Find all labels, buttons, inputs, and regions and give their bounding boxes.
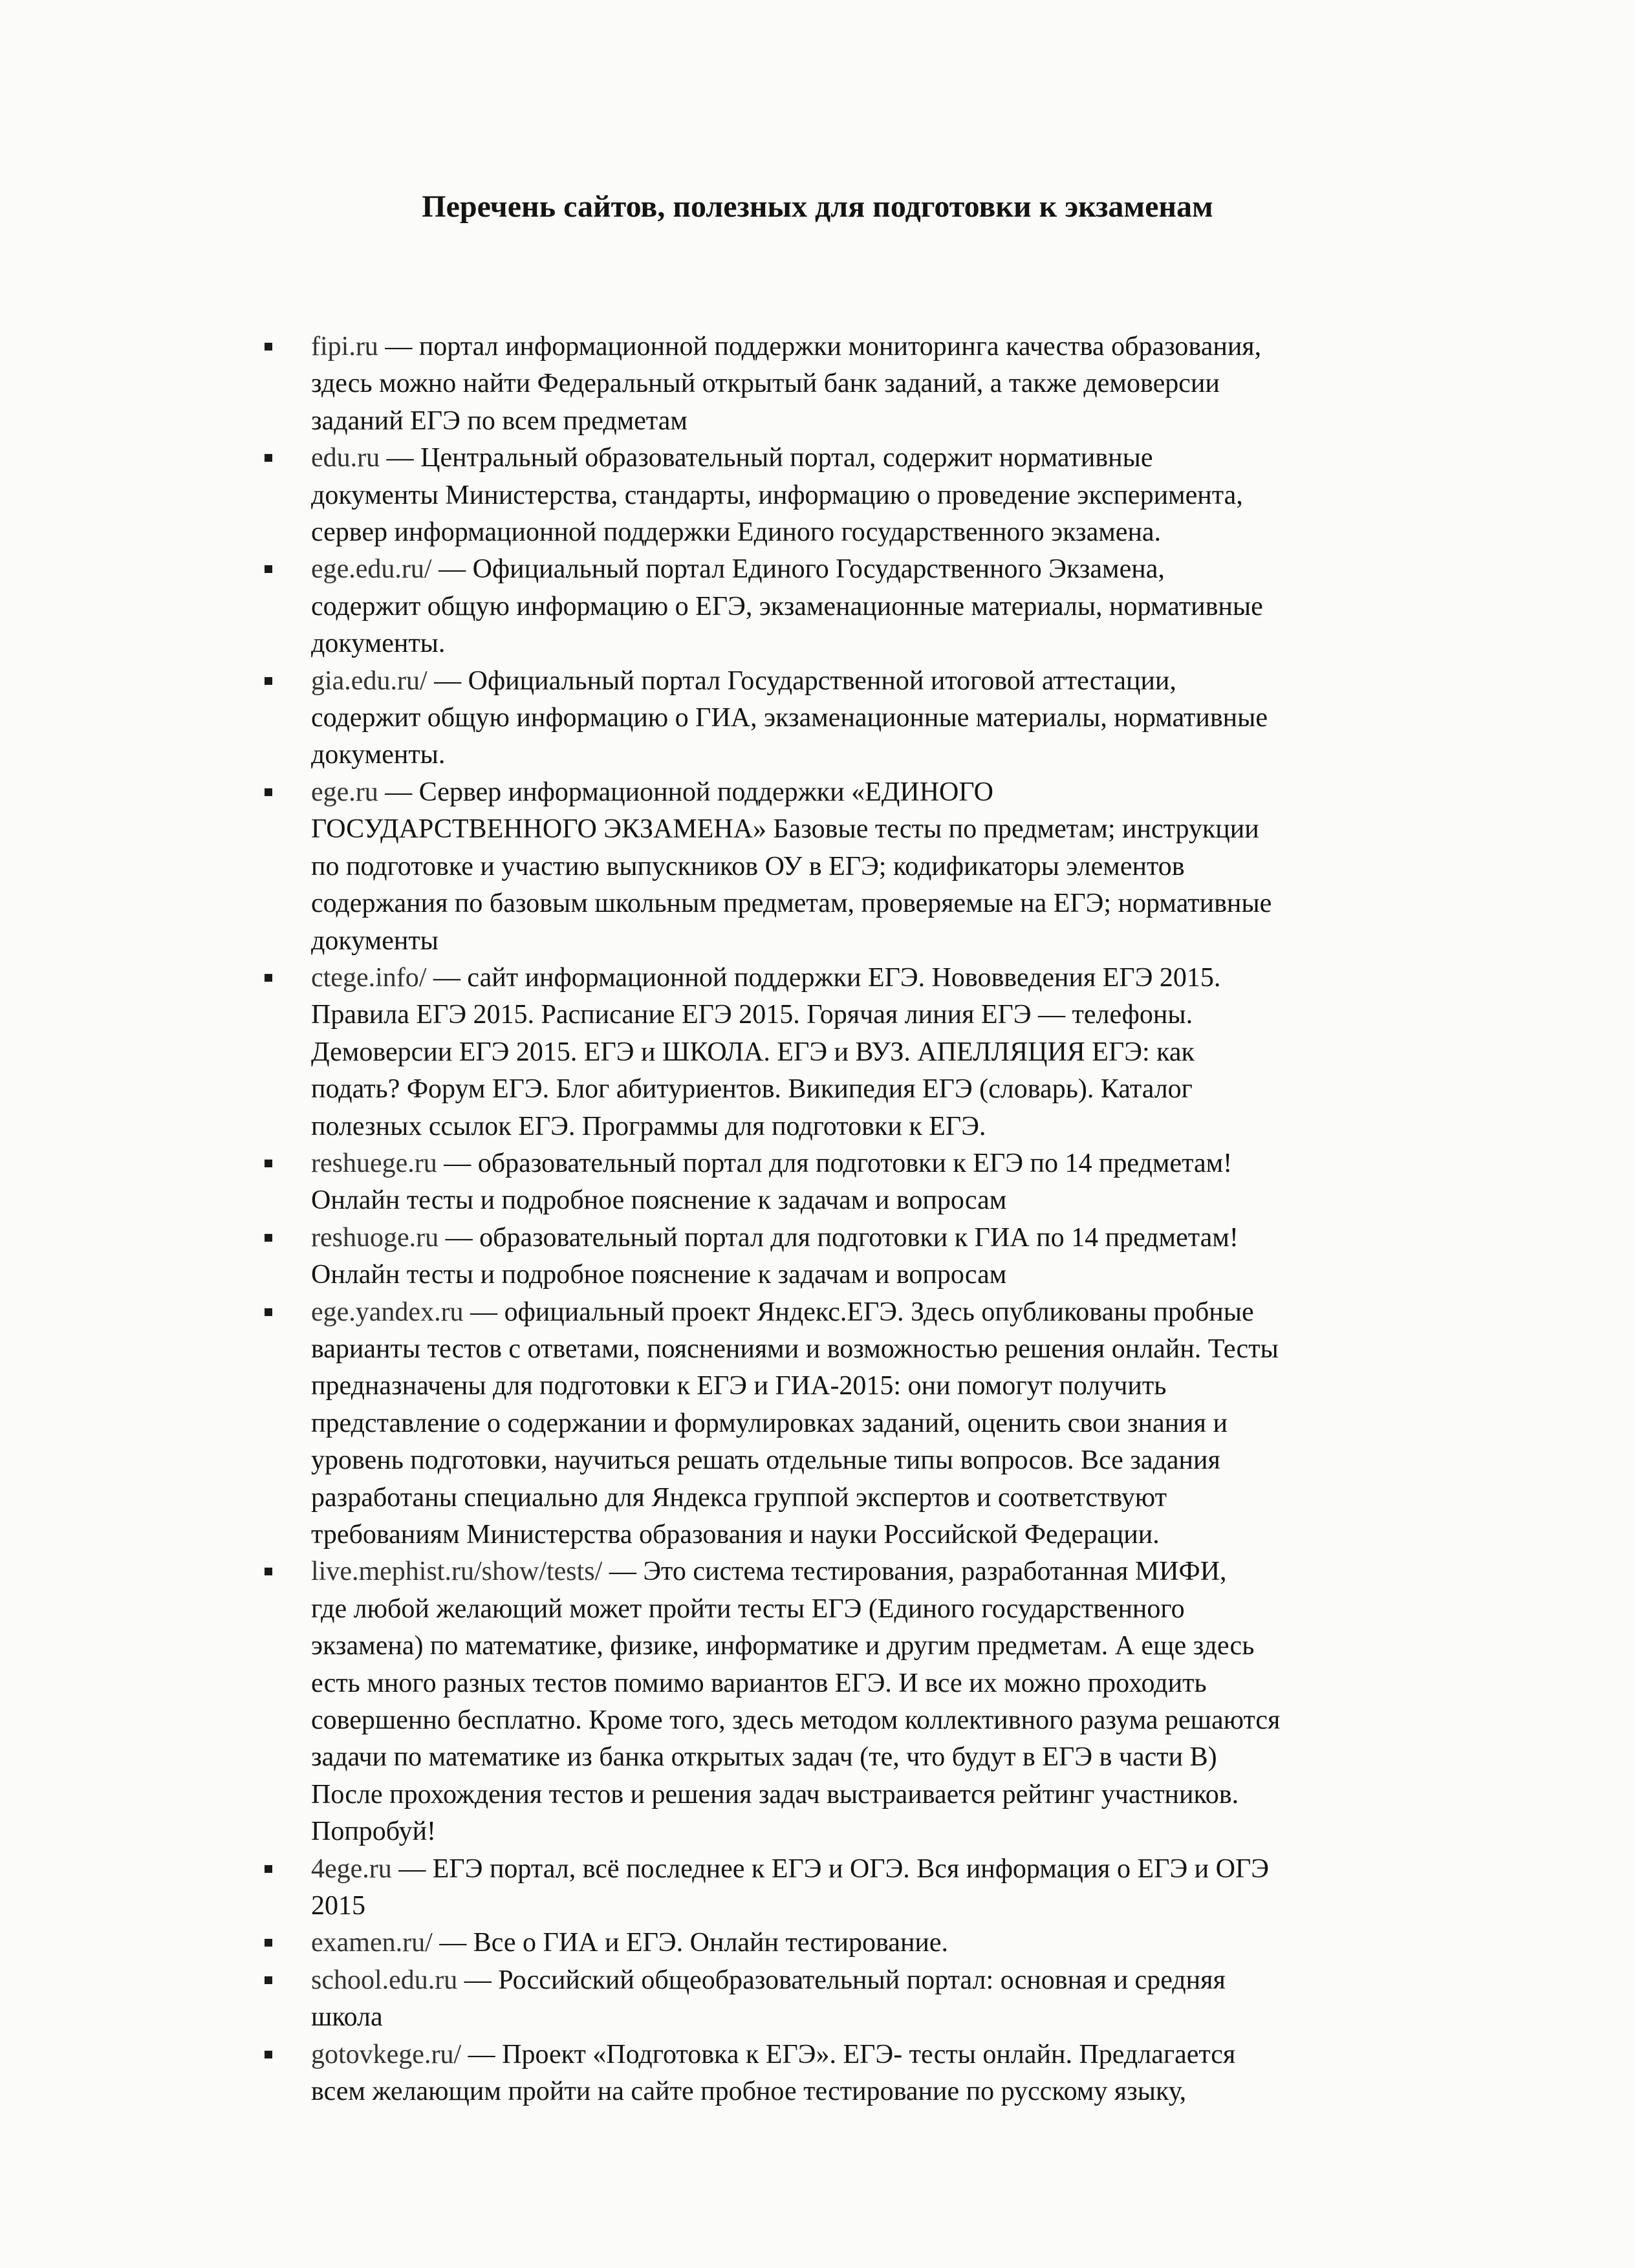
list-item <box>0 1925 1635 1961</box>
site-description: — образовательный портал для подготовки к ЕГЭ по 14 предметам! Онлайн тесты и подробное пояснение к задачам и вопросам <box>311 1148 1233 1216</box>
list-item-text <box>311 1220 1495 1294</box>
site-description: — Это система тестирования, разработанная МИФИ, где любой желающий может пройти тесты ЕГЭ (Единого государственного экзамена) по математике, физике, информатике и другим предметам. А еще здесь есть много разных тестов помимо вариантов ЕГЭ. И все их можно проходить совершенно бесплатно. Кроме того, здесь методом коллективного разума решаются задачи по математике из банка открытых задач (те, что будут в ЕГЭ в части В) После прохождения тестов и решения задач выстраивается рейтинг участников. Попробуй! <box>311 1557 1281 1847</box>
list-item-text <box>311 1851 1495 1925</box>
bullet-icon <box>265 454 272 462</box>
site-url: ege.edu.ru/ <box>311 554 432 585</box>
bullet-icon <box>265 1568 272 1575</box>
site-description: — сайт информационной поддержки ЕГЭ. Нововведения ЕГЭ 2015. Правила ЕГЭ 2015. Расписание ЕГЭ 2015. Горячая линия ЕГЭ — телефоны. Демоверсии ЕГЭ 2015. ЕГЭ и ШКОЛА. ЕГЭ и ВУЗ. АПЕЛЛЯЦИЯ ЕГЭ: как подать? Форум ЕГЭ. Блог абитуриентов. Википедия ЕГЭ (словарь). Каталог полезных ссылок ЕГЭ. Программы для подготовки к ЕГЭ. <box>311 962 1221 1141</box>
site-url: ctege.info/ <box>311 962 427 993</box>
page-title: Перечень сайтов, полезных для подготовки к экзаменам <box>422 189 1213 224</box>
list-item-text <box>311 440 1495 551</box>
list-item-text <box>311 2036 1495 2111</box>
site-url: reshuege.ru <box>311 1148 437 1178</box>
site-url: examen.ru/ <box>311 1928 433 1958</box>
list-item-text <box>311 1925 1495 1961</box>
site-description: — официальный проект Яндекс.ЕГЭ. Здесь опубликованы пробные варианты тестов с ответами, пояснениями и возможностью решения онлайн. Тесты предназначены для подготовки к ЕГЭ и ГИА-2015: они помогут получить представление о содержании и формулировках заданий, оценить свои знания и уровень подготовки, научиться решать отдельные типы вопросов. Все задания разработаны специально для Яндекса группой экспертов и соответствуют требованиям Министерства образования и науки Российской Федерации. <box>311 1297 1279 1550</box>
list-item <box>0 329 1635 440</box>
list-item <box>0 663 1635 774</box>
list-item-text <box>311 551 1495 662</box>
list-item <box>0 1553 1635 1850</box>
bullet-icon <box>265 1160 272 1167</box>
list-item-text <box>311 774 1495 960</box>
list-item <box>0 1294 1635 1554</box>
list-item-text <box>311 1962 1495 2036</box>
site-description: — Официальный портал Государственной итоговой аттестации, содержит общую информацию о ГИА, экзаменационные материалы, нормативные документы. <box>311 665 1268 770</box>
bullet-icon <box>265 1865 272 1873</box>
bullet-icon <box>265 1234 272 1242</box>
bullet-icon <box>265 1939 272 1947</box>
list-item <box>0 440 1635 551</box>
list-item-text <box>311 329 1495 440</box>
list-item <box>0 1145 1635 1220</box>
site-description: — Российский общеобразовательный портал: основная и средняя школа <box>311 1965 1226 2033</box>
bullet-icon <box>265 565 272 573</box>
list-item <box>0 960 1635 1145</box>
list-item <box>0 1962 1635 2036</box>
list-item-text <box>311 1145 1495 1220</box>
site-url: edu.ru <box>311 443 380 473</box>
site-description: — Официальный портал Единого Государственного Экзамена, содержит общую информацию о ЕГЭ, экзаменационные материалы, нормативные документы. <box>311 554 1263 659</box>
site-url: gotovkege.ru/ <box>311 2039 462 2069</box>
site-description: — образовательный портал для подготовки к ГИА по 14 предметам! Онлайн тесты и подробное пояснение к задачам и вопросам <box>311 1222 1239 1290</box>
site-url: reshuoge.ru <box>311 1222 439 1253</box>
list-item <box>0 1220 1635 1294</box>
site-url: gia.edu.ru/ <box>311 665 428 696</box>
site-url: school.edu.ru <box>311 1965 458 1995</box>
site-url: fipi.ru <box>311 332 378 362</box>
bullet-icon <box>265 677 272 685</box>
site-url: ege.ru <box>311 777 378 807</box>
site-url: 4ege.ru <box>311 1853 392 1884</box>
site-description: — Центральный образовательный портал, содержит нормативные документы Министерства, стандарты, информацию о проведение эксперимента, сервер информационной поддержки Единого государственного экзамена. <box>311 443 1243 548</box>
site-list <box>0 329 1635 2111</box>
site-url: live.mephist.ru/show/tests/ <box>311 1557 603 1587</box>
list-item-text <box>311 1553 1495 1850</box>
bullet-icon <box>265 1308 272 1316</box>
site-description: — Проект «Подготовка к ЕГЭ». ЕГЭ- тесты онлайн. Предлагается всем желающим пройти на сайте пробное тестирование по русскому языку, <box>311 2039 1236 2107</box>
list-item-text <box>311 663 1495 774</box>
bullet-icon <box>265 788 272 796</box>
list-item <box>0 774 1635 960</box>
site-url: ege.yandex.ru <box>311 1297 464 1327</box>
list-item-text <box>311 960 1495 1145</box>
bullet-icon <box>265 1976 272 1984</box>
list-item-text <box>311 1294 1495 1554</box>
list-item <box>0 2036 1635 2111</box>
site-description: — Сервер информационной поддержки «ЕДИНОГО ГОСУДАРСТВЕННОГО ЭКЗАМЕНА» Базовые тесты по предметам; инструкции по подготовке и участию выпускников ОУ в ЕГЭ; кодификаторы элементов содержания по базовым школьным предметам, проверяемые на ЕГЭ; нормативные документы <box>311 777 1272 956</box>
bullet-icon <box>265 2051 272 2058</box>
site-description: — Все о ГИА и ЕГЭ. Онлайн тестирование. <box>432 1928 949 1958</box>
bullet-icon <box>265 974 272 982</box>
list-item <box>0 1851 1635 1925</box>
site-description: — ЕГЭ портал, всё последнее к ЕГЭ и ОГЭ. Вся информация о ЕГЭ и ОГЭ 2015 <box>311 1853 1269 1921</box>
list-item <box>0 551 1635 662</box>
site-description: — портал информационной поддержки мониторинга качества образования, здесь можно найти Федеральный открытый банк заданий, а также демоверсии заданий ЕГЭ по всем предметам <box>311 332 1262 436</box>
bullet-icon <box>265 343 272 351</box>
